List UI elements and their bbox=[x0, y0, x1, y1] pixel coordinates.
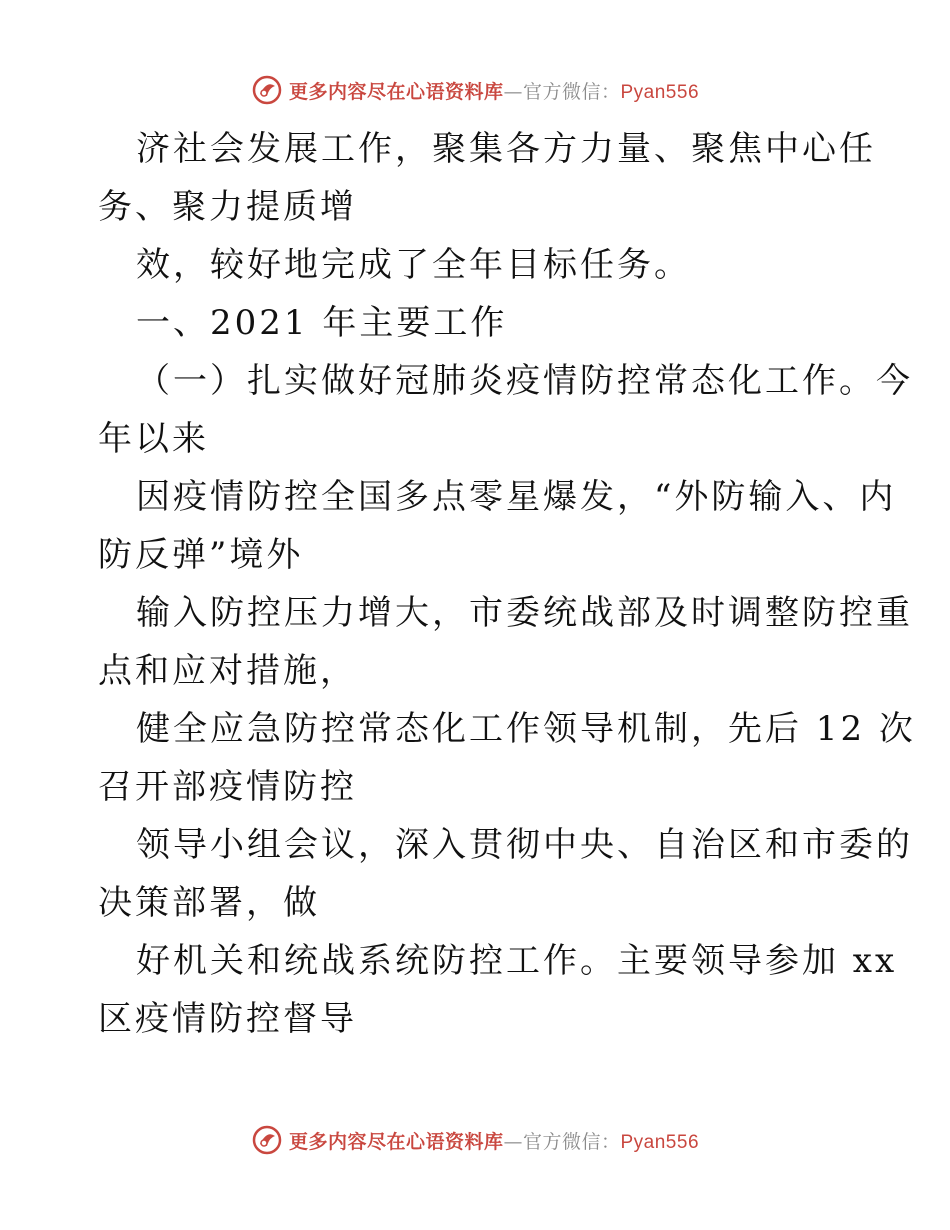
document-line: 济社会发展工作，聚集各方力量、聚焦中心任 bbox=[136, 129, 876, 169]
watermark-sub-text: 官方微信： bbox=[522, 80, 621, 103]
document-line: 区疫情防控督导 bbox=[98, 999, 357, 1039]
swirl-logo-icon bbox=[251, 74, 283, 106]
swirl-logo-icon bbox=[251, 1124, 283, 1156]
footer-watermark bbox=[0, 1120, 950, 1160]
document-line: 防反弹”境外 bbox=[98, 535, 304, 575]
document-body bbox=[98, 120, 916, 1048]
document-line: 效，较好地完成了全年目标任务。 bbox=[136, 245, 691, 285]
document-line: 因疫情防控全国多点零星爆发，“外防输入、内 bbox=[136, 477, 897, 517]
watermark-text bbox=[289, 1127, 699, 1154]
document-line: 好机关和统战系统防控工作。主要领导参加 xx bbox=[136, 941, 898, 981]
document-line: 健全应急防控常态化工作领导机制，先后 12 次 bbox=[136, 709, 916, 749]
watermark-main-text: 更多内容尽在心语资料库 bbox=[288, 80, 504, 103]
watermark-wechat-id: Pyan556 bbox=[620, 81, 700, 103]
document-line: 点和应对措施， bbox=[98, 651, 357, 691]
document-line: 年以来 bbox=[98, 419, 209, 459]
watermark-wechat-id: Pyan556 bbox=[620, 1131, 700, 1153]
watermark-sub-text: 官方微信： bbox=[522, 1130, 621, 1153]
header-watermark bbox=[0, 70, 950, 110]
watermark-dash: — bbox=[503, 1130, 523, 1153]
document-line: 召开部疫情防控 bbox=[98, 767, 357, 807]
document-line: （一）扎实做好冠肺炎疫情防控常态化工作。今 bbox=[136, 361, 913, 401]
document-line: 决策部署，做 bbox=[98, 883, 320, 923]
watermark-main-text: 更多内容尽在心语资料库 bbox=[288, 1130, 504, 1153]
document-line: 领导小组会议，深入贯彻中央、自治区和市委的 bbox=[136, 825, 913, 865]
document-line: 输入防控压力增大，市委统战部及时调整防控重 bbox=[136, 593, 913, 633]
watermark-text bbox=[289, 77, 699, 104]
document-line: 务、聚力提质增 bbox=[98, 187, 357, 227]
watermark-dash: — bbox=[503, 80, 523, 103]
document-line: 一、2021 年主要工作 bbox=[136, 303, 508, 343]
